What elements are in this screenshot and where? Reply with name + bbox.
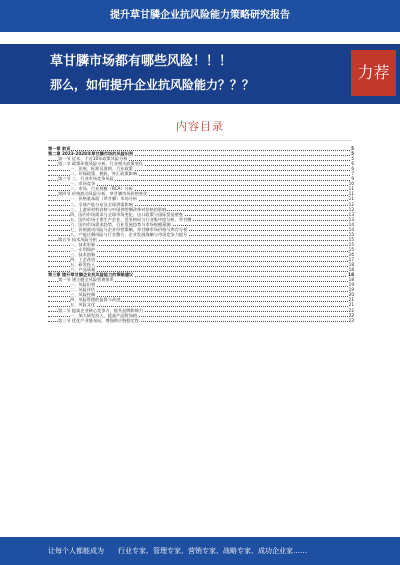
toc-entry-page: 15 [348,241,354,247]
toc-entry-text: 一、加大研发投入，提高产品附加值 [70,312,138,318]
toc-entry-text: 六、产品质量 [70,267,96,273]
report-title: 提升草甘膦企业抗风险能力策略研究报告 [110,10,290,21]
toc-entry-text: 二、全球产能分布及全球供需影响 [70,201,133,207]
footer-slogan: 让每个人都能成为 [48,547,104,555]
toc-entry-page: 7 [351,171,354,177]
toc-entry-page: 15 [348,246,354,252]
toc-entry-page: 18 [348,272,354,278]
toc-entry-text: 第二章 2023-2028年草甘膦市场的风险识别 [48,151,134,157]
toc-entry-text: 三、上游原材料价格与中国供给侧改革对价格的影响 [70,206,167,212]
toc-entry-page: 14 [348,226,354,232]
toc-entry-text: 三、技术创新 [70,251,96,257]
toc-entry-page: 11 [348,191,354,197]
toc-entry-text: 第五节 技术风险分析 [58,236,98,242]
toc-entry-page: 18 [348,277,354,283]
banner [0,44,400,104]
toc-entry-text: 第一节 近年、于近10年政策风险分析 [58,156,128,162]
toc-entry-page: 6 [351,161,354,167]
toc-entry-text: 二、专利保护 [70,246,96,252]
toc-entry-text: 二、环保政策、税收、外汇政策影响 [70,171,138,177]
toc-entry-text: 第三节 二、行业市场竞争风险 [58,176,114,182]
toc-entry-text: 第四节 价格波动风险分析，草甘膦市场价格变化 [58,191,148,197]
toc-entry-page: 23 [348,317,354,323]
toc-entry-text: 第三节 优化产业链布局，增强供应链稳定性 [58,317,139,323]
banner-question: 那么，如何提升企业抗风险能力？？？ [50,78,255,92]
toc-entry-page: 19 [348,282,354,288]
footer-roles: 行业专家、管理专家、营销专家、战略专家、成功企业家…… [118,547,307,555]
toc-entry-text: 四、工艺改进 [70,257,96,263]
footer-bar [0,537,400,565]
toc-entry-page: 18 [348,267,354,273]
toc-entry-text: 五、风险文化 [70,302,96,308]
toc-entry-page: 10 [348,181,354,187]
toc-entry-page: 13 [348,216,354,222]
toc-entry-page: 11 [348,186,354,192]
toc-entry-page: 18 [348,262,354,268]
toc-entry-text: 五、国内市场主要生产企业，竞争格局与行业集中度分析，草甘膦 [70,216,192,222]
toc-entry-text: 第一节 建立健全风险管理体系 [58,277,114,283]
toc-entry-page: 22 [348,312,354,318]
toc-entry-text: 一、风险识别 [70,282,96,288]
toc-entry-text: 八、产能过剩风险与行业整合，企业发展战略与市场竞争力提升 [70,231,188,237]
toc-entry-text: 四、国内市场需求与全球市场变化，出口政策与国际贸易壁垒 [70,211,184,217]
toc-entry-text: 六、国内市场需求趋势，行业发展趋势与市场规模预测 [70,221,171,227]
toc-divider [48,140,352,141]
toc-entry-text: 二、风险评估 [70,287,96,293]
toc-entry-text: 第二节 政策环境风险分析、行业相关政策变化 [58,161,144,167]
toc-entry-page: 15 [348,236,354,242]
toc-entry-page: 15 [348,231,354,237]
toc-entry-page: 5 [351,151,354,157]
toc-entry-page: 9 [351,176,354,182]
toc-entry-page: 5 [351,146,354,151]
toc-entry-page: 17 [348,257,354,263]
toc-entry-page: 19 [348,287,354,293]
toc-entry-page: 16 [348,251,354,257]
toc-entry-text: 第三章 提升草甘膦企业抗风险能力的策略建议 [48,272,134,278]
toc-entry-page: 22 [348,307,354,313]
toc-entry-page: 14 [348,221,354,227]
toc-entry-page: 21 [348,297,354,303]
toc-title: 内容目录 [176,120,224,133]
toc-entry-text: 二、市场、行业规模（RCA）分析 [70,186,133,192]
toc-entry[interactable] [48,318,354,323]
toc-entry-text: 第一章 前言 [48,146,71,151]
toc-entry-page: 11 [348,196,354,202]
toc-entry-text: 五、研发投入 [70,262,96,268]
toc-entry-text: 三、风险控制 [70,292,96,298]
table-of-contents [48,146,354,323]
toc-entry-page: 12 [348,206,354,212]
toc-entry-text: 一、法规、标准及准则、行业政策 [70,166,133,172]
toc-entry-text: 一、技术更新 [70,241,96,247]
banner-headline: 草甘膦市场都有哪些风险！！！ [50,54,233,69]
toc-entry-page: 13 [348,211,354,217]
recommend-badge: 力荐 [351,50,396,96]
toc-entry-page: 20 [348,292,354,298]
toc-entry-page: 12 [348,201,354,207]
toc-entry-text: 一、市场竞争 [70,181,96,187]
toc-entry-text: 一、价格基本面（草甘膦）市场分析 [70,196,138,202]
toc-entry-text: 四、风险管理的监督与改进 [70,297,121,303]
toc-entry-text: 七、价格波动风险与企业经营策略，草甘膦市场价格与库存分析 [70,226,188,232]
toc-entry-text: 第二节 提高企业核心竞争力，提升品牌影响力 [58,307,144,313]
toc-entry-page: 21 [348,302,354,308]
toc-entry-page: 6 [351,166,354,172]
toc-entry-page: 5 [351,156,354,162]
header-bar [0,0,400,32]
